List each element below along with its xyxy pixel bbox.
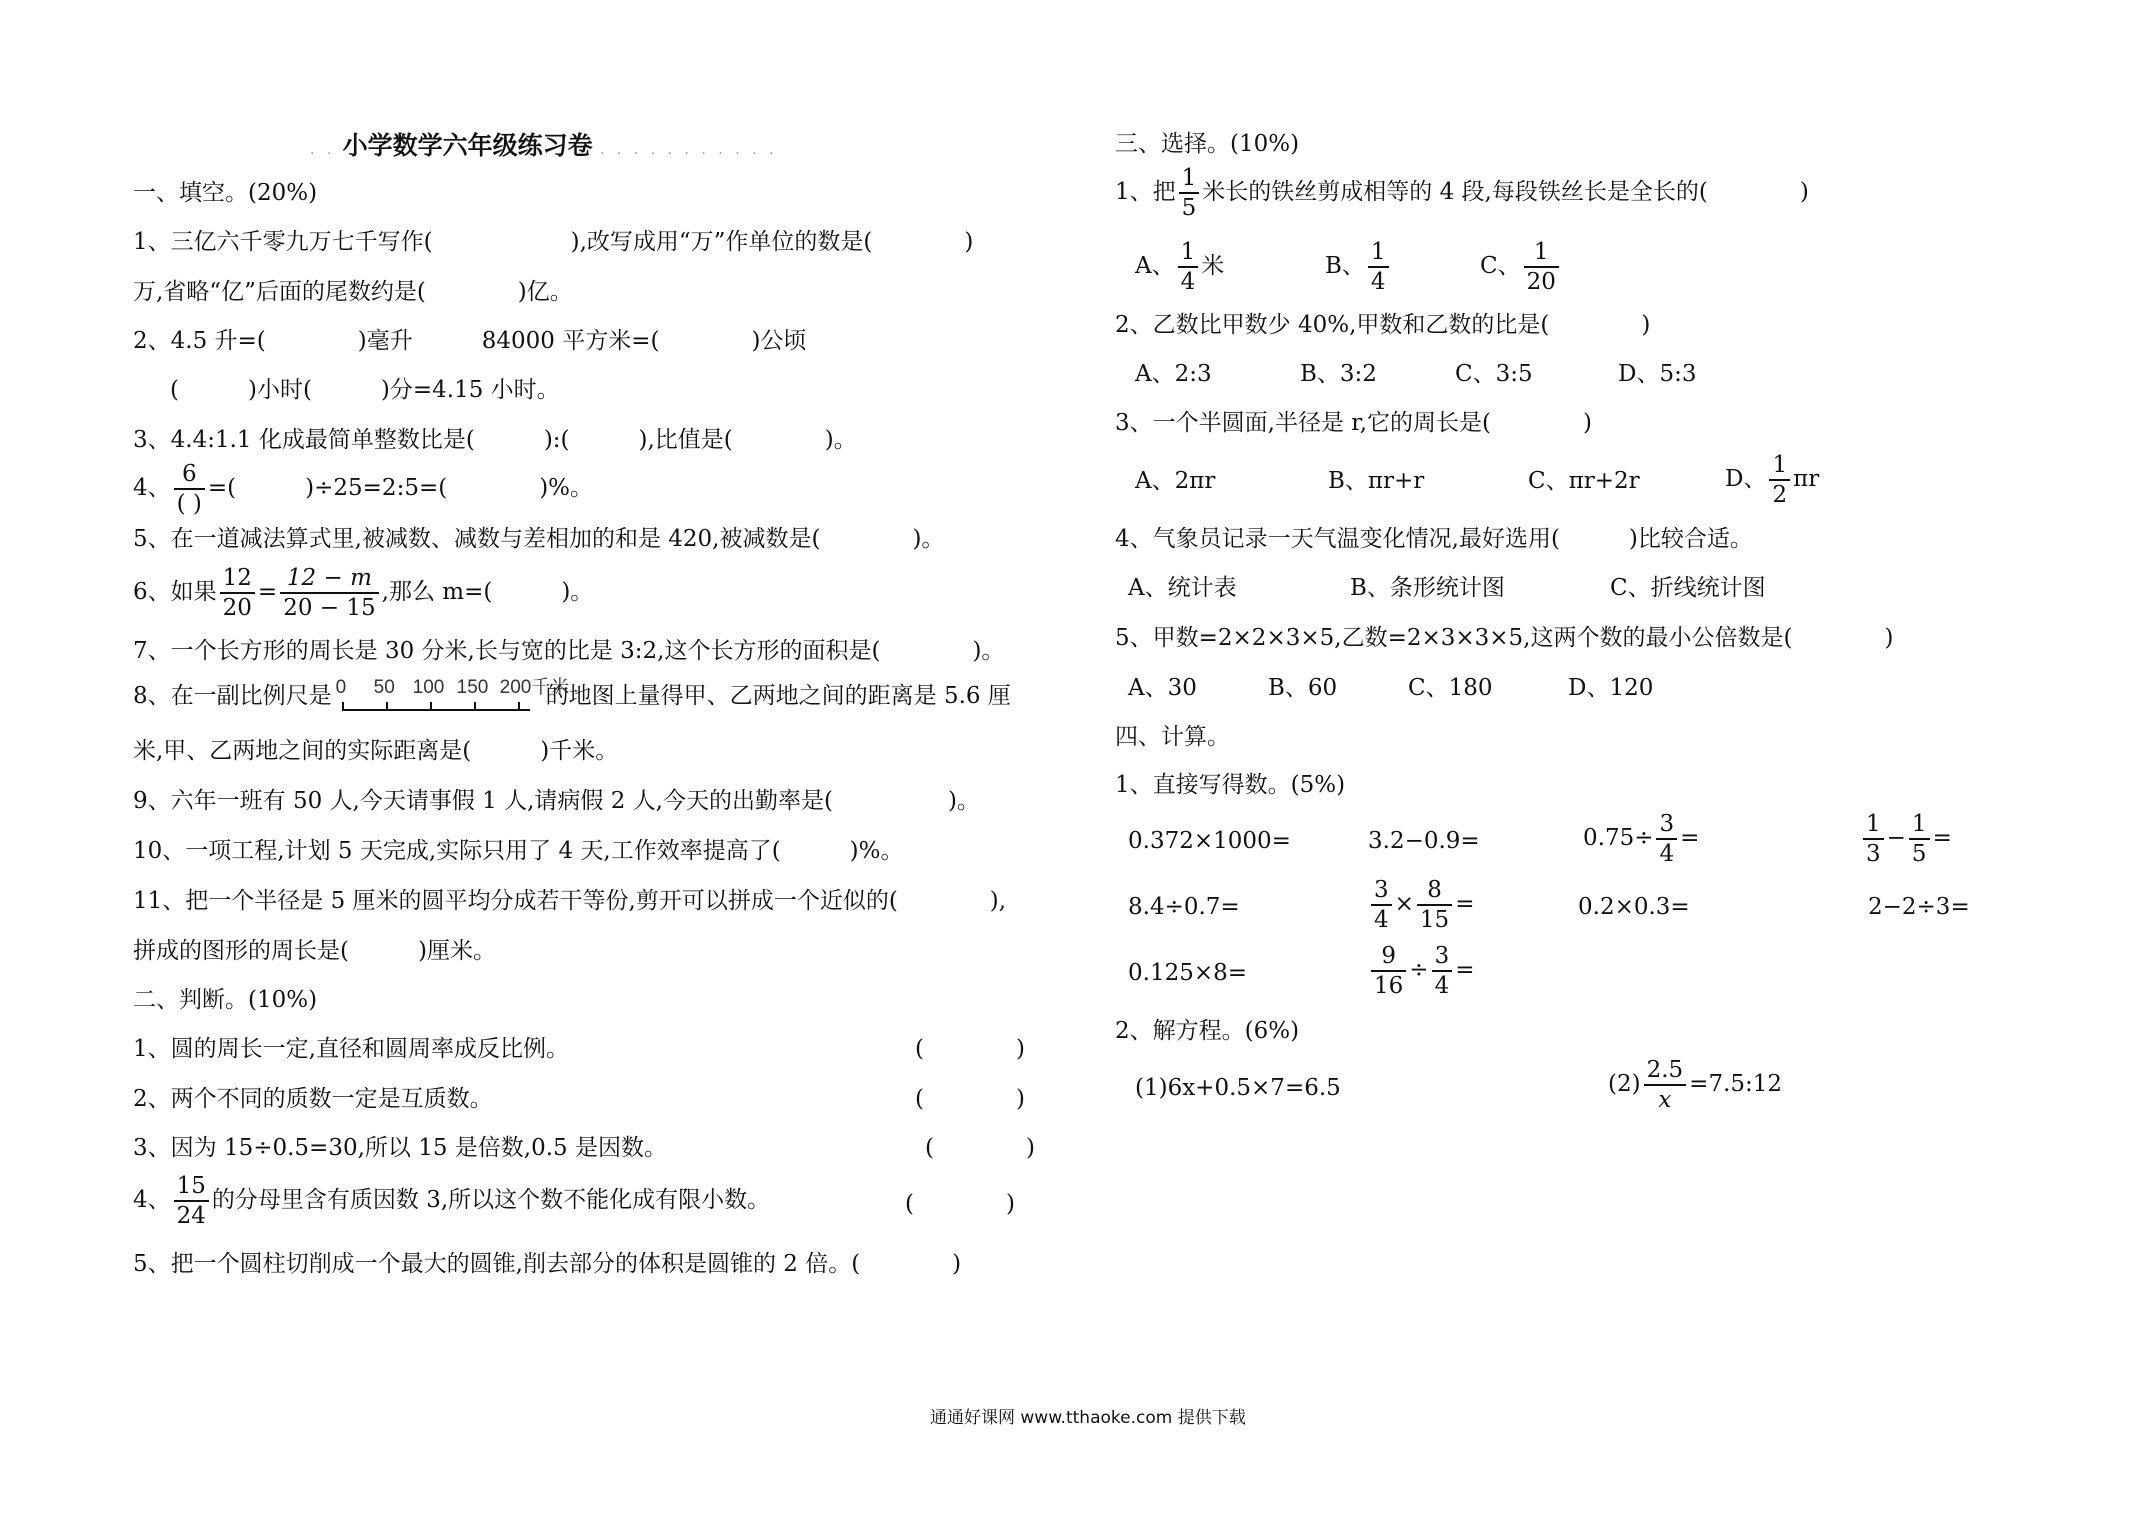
calc-text: =: [1680, 825, 1700, 852]
s1-q6-eq: =: [257, 579, 278, 606]
s3-q1-option-c: [1480, 240, 1562, 294]
s4-c6-fraction-1: [1371, 878, 1392, 932]
fraction-num: 1: [1863, 812, 1884, 840]
calc-text: =: [1455, 891, 1475, 918]
fraction-num: 1: [1524, 240, 1559, 268]
s4-c10-fraction-1: [1371, 944, 1406, 998]
s3-q4: 4、气象员记录一天气温变化情况,最好选用( )比较合适。: [1115, 526, 1753, 552]
fraction-den: 4: [1370, 269, 1386, 296]
s4-c6-fraction-2: [1417, 878, 1452, 932]
s3-q1-option-b: [1325, 240, 1392, 294]
s3-q3-d-fraction: [1769, 453, 1790, 507]
s4-c1: 0.372×1000=: [1128, 828, 1291, 854]
scale-tick: [342, 702, 344, 711]
fraction-den: 20: [1526, 269, 1556, 296]
calc-operator: ×: [1394, 891, 1414, 918]
fraction-num: 1: [1909, 812, 1930, 840]
s1-q4-num: 6: [174, 462, 205, 490]
s2-q3: 3、因为 15÷0.5=30,所以 15 是倍数,0.5 是因数。: [133, 1135, 667, 1161]
s1-q11a: 11、把一个半径是 5 厘米的圆平均分成若干等份,剪开可以拼成一个近似的( ),: [133, 888, 1007, 914]
s2-q4-num: 15: [174, 1174, 209, 1202]
calc-text: =: [1455, 957, 1475, 984]
s4-c4: [1860, 812, 1952, 866]
s1-q6-fraction-2: [280, 566, 378, 620]
option-letter: D、: [1725, 466, 1767, 493]
s3-q1-fraction: [1179, 166, 1200, 220]
s1-q6-f1-num: 12: [220, 566, 255, 594]
s3-q5: 5、甲数=2×2×3×5,乙数=2×3×3×5,这两个数的最小公倍数是( ): [1115, 625, 1894, 651]
option-letter: B、: [1325, 253, 1365, 280]
s2-q4-fraction: [174, 1174, 209, 1228]
s3-q1-b-fraction: [1368, 240, 1389, 294]
equation-label: (2): [1608, 1071, 1641, 1098]
s4-c10: [1368, 944, 1474, 998]
s3-q1-den: 5: [1181, 195, 1197, 222]
page-title: 小学数学六年级练习卷: [342, 131, 593, 160]
scale-label: 0: [335, 677, 347, 698]
s3-heading: 三、选择。(10%): [1115, 131, 1300, 157]
s3-q1: [1115, 166, 1809, 220]
s2-q1: 1、圆的周长一定,直径和圆周率成反比例。: [133, 1036, 569, 1062]
s3-q4-option-c: C、折线统计图: [1610, 575, 1766, 601]
s2-q4-den: 24: [176, 1203, 206, 1230]
calc-operator: ÷: [1409, 957, 1429, 984]
s1-q4-post: =( )÷25=2:5=( )%。: [207, 475, 594, 502]
fraction-den: 16: [1374, 973, 1404, 1000]
s3-q3-option-c: C、πr+2r: [1528, 468, 1640, 494]
s4-c6: [1368, 878, 1474, 932]
s1-q6-pre: 6、如果: [133, 579, 217, 606]
s3-q2: 2、乙数比甲数少 40%,甲数和乙数的比是( ): [1115, 312, 1651, 338]
s3-q4-option-b: B、条形统计图: [1350, 575, 1505, 601]
s4-c5: 8.4÷0.7=: [1128, 894, 1240, 920]
s3-q1-c-fraction: [1524, 240, 1559, 294]
fraction-den: 2: [1772, 482, 1788, 509]
fraction-den: 15: [1419, 907, 1450, 934]
s4-c9: 0.125×8=: [1128, 960, 1248, 986]
calc-text: 0.75÷: [1583, 825, 1654, 852]
title-dots-left: . .: [310, 142, 336, 158]
s2-q4-post: 的分母里含有质因数 3,所以这个数不能化成有限小数。: [211, 1187, 771, 1214]
s3-q3: 3、一个半圆面,半径是 r,它的周长是( ): [1115, 410, 1592, 436]
fraction-num: 8: [1417, 878, 1452, 906]
fraction-num: 1: [1178, 240, 1199, 268]
s1-q6-f2-num: 12 − m: [280, 566, 378, 594]
s1-q2a: 2、4.5 升=( )毫升 84000 平方米=( )公顷: [133, 328, 807, 354]
fraction-den: 4: [1374, 907, 1389, 934]
fraction-den: x: [1658, 1087, 1672, 1114]
s2-heading: 二、判断。(10%): [133, 987, 318, 1013]
s4-e2: [1608, 1058, 1782, 1112]
s2-q5: 5、把一个圆柱切削成一个最大的圆锥,削去部分的体积是圆锥的 2 倍。( ): [133, 1251, 962, 1277]
s1-q6: [133, 566, 593, 620]
option-unit: 米: [1201, 253, 1225, 280]
scale-label: 200千米: [499, 677, 570, 698]
s1-q6-post: ,那么 m=( )。: [381, 579, 594, 606]
s4-sub2: 2、解方程。(6%): [1115, 1018, 1300, 1044]
scale-bar: [334, 677, 570, 714]
fraction-num: 1: [1368, 240, 1389, 268]
s3-q2-option-a: A、2:3: [1135, 361, 1212, 387]
scale-bar-line: [342, 709, 530, 711]
s1-q6-f2-den: 20 − 15: [283, 595, 376, 622]
s3-q1-option-a: [1135, 240, 1224, 294]
s1-q4-den: ( ): [176, 491, 202, 518]
s3-q1-num: 1: [1179, 166, 1200, 194]
s3-q3-option-a: A、2πr: [1135, 468, 1216, 494]
s4-e1: (1)6x+0.5×7=6.5: [1135, 1075, 1341, 1101]
scale-tick: [430, 702, 432, 711]
s2-q4-blank: ( ): [905, 1191, 1015, 1217]
s3-q5-option-c: C、180: [1408, 675, 1493, 701]
fraction-num: 1: [1769, 453, 1790, 481]
s1-q2b: ( )小时( )分=4.15 小时。: [170, 377, 560, 403]
s1-q6-f1-den: 20: [222, 595, 252, 622]
fraction-den: 5: [1911, 841, 1927, 868]
s1-q4: [133, 462, 593, 516]
s1-q9: 9、六年一班有 50 人,今天请事假 1 人,请病假 2 人,今天的出勤率是( )。: [133, 788, 980, 814]
title-dots-right: . . . . . . . . . . .: [600, 142, 778, 158]
footer: 通通好课网 www.tthaoke.com 提供下载: [930, 1408, 1246, 1428]
s3-q1-a-fraction: [1178, 240, 1199, 294]
scale-label: 50: [373, 677, 395, 698]
s1-q10: 10、一项工程,计划 5 天完成,实际只用了 4 天,工作效率提高了( )%。: [133, 838, 904, 864]
s4-c2: 3.2−0.9=: [1368, 828, 1480, 854]
s3-q4-option-a: A、统计表: [1128, 575, 1237, 601]
equation-text: =7.5:12: [1689, 1071, 1783, 1098]
option-letter: C、: [1480, 253, 1521, 280]
s3-q1-post: 米长的铁丝剪成相等的 4 段,每段铁丝长是全长的( ): [1202, 179, 1809, 206]
title-line: [310, 133, 777, 159]
s3-q5-option-d: D、120: [1568, 675, 1654, 701]
option-text: πr: [1793, 466, 1820, 493]
fraction-num: 3: [1371, 878, 1392, 906]
s4-c4-fraction-1: [1863, 812, 1884, 866]
s3-q2-option-c: C、3:5: [1455, 361, 1533, 387]
fraction-num: 3: [1656, 812, 1677, 840]
s4-sub1: 1、直接写得数。(5%): [1115, 772, 1346, 798]
s3-q5-option-b: B、60: [1268, 675, 1338, 701]
s3-q2-option-d: D、5:3: [1618, 361, 1697, 387]
s1-q4-fraction: [174, 462, 205, 516]
s4-e2-fraction: [1644, 1058, 1687, 1112]
calc-operator: −: [1886, 825, 1906, 852]
s3-q1-pre: 1、把: [1115, 179, 1176, 206]
s1-q6-fraction-1: [220, 566, 255, 620]
s3-q5-option-a: A、30: [1128, 675, 1197, 701]
s1-q7: 7、一个长方形的周长是 30 分米,长与宽的比是 3:2,这个长方形的面积是( )。: [133, 638, 1005, 664]
scale-tick: [386, 702, 388, 711]
s4-c10-fraction-2: [1432, 944, 1453, 998]
s4-c3-fraction: [1656, 812, 1677, 866]
fraction-den: 4: [1180, 269, 1196, 296]
s1-q8-post: 的地图上量得甲、乙两地之间的距离是 5.6 厘: [545, 683, 1011, 709]
fraction-num: 9: [1371, 944, 1406, 972]
s3-q2-option-b: B、3:2: [1300, 361, 1377, 387]
s4-c7: 0.2×0.3=: [1578, 894, 1690, 920]
calc-text: =: [1932, 825, 1952, 852]
s3-q3-option-b: B、πr+r: [1328, 468, 1425, 494]
s4-heading: 四、计算。: [1115, 724, 1230, 750]
s4-c3: [1583, 812, 1699, 866]
scale-tick: [518, 702, 520, 711]
s1-q11b: 拼成的图形的周长是( )厘米。: [133, 938, 496, 964]
fraction-den: 4: [1659, 841, 1675, 868]
s1-q5: 5、在一道减法算式里,被减数、减数与差相加的和是 420,被减数是( )。: [133, 526, 945, 552]
s4-c8: 2−2÷3=: [1868, 894, 1970, 920]
scale-label: 150: [456, 677, 489, 698]
s4-c4-fraction-2: [1909, 812, 1930, 866]
scale-tick: [474, 702, 476, 711]
s2-q1-blank: ( ): [915, 1036, 1025, 1062]
fraction-num: 3: [1432, 944, 1453, 972]
s1-q8b: 米,甲、乙两地之间的实际距离是( )千米。: [133, 738, 619, 764]
s2-q2: 2、两个不同的质数一定是互质数。: [133, 1086, 493, 1112]
s1-q4-pre: 4、: [133, 475, 171, 502]
fraction-num: 2.5: [1644, 1058, 1687, 1086]
option-letter: A、: [1135, 253, 1175, 280]
s1-q1b: 万,省略“亿”后面的尾数约是( )亿。: [133, 279, 573, 305]
s2-q3-blank: ( ): [925, 1135, 1035, 1161]
s2-q4: [133, 1174, 770, 1228]
s3-q3-option-d: [1725, 453, 1819, 507]
s1-q8: [133, 677, 1011, 714]
fraction-den: 3: [1866, 841, 1881, 868]
s1-q1a: 1、三亿六千零九万七千写作( ),改写成用“万”作单位的数是( ): [133, 229, 974, 255]
s1-heading: 一、填空。(20%): [133, 180, 318, 206]
fraction-den: 4: [1434, 973, 1450, 1000]
scale-label: 100: [412, 677, 445, 698]
s2-q2-blank: ( ): [915, 1086, 1025, 1112]
s1-q8-pre: 8、在一副比例尺是: [133, 683, 332, 709]
s2-q4-pre: 4、: [133, 1187, 171, 1214]
s1-q3: 3、4.4:1.1 化成最简单整数比是( ):( ),比值是( )。: [133, 427, 857, 453]
